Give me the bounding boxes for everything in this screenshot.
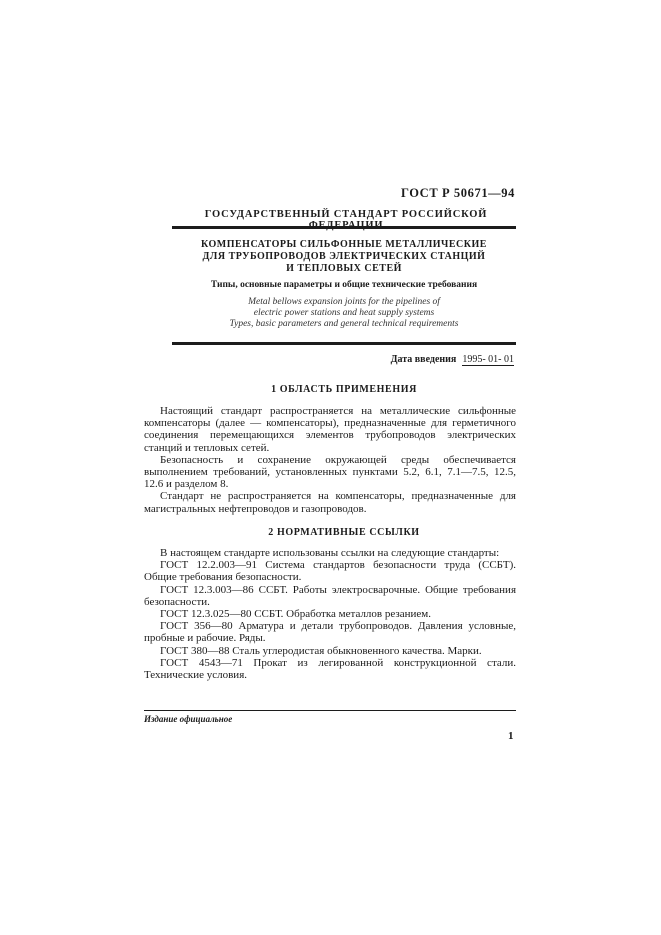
reference-item: ГОСТ 12.3.025—80 ССБТ. Обработка металлов резанием. [160,608,431,621]
effective-date-label: Дата введения [390,354,457,365]
reference-item: ГОСТ 4543—71 Прокат из легированной конструкционной стали. Технические условия. [144,656,516,682]
effective-date [391,354,514,365]
edition-note: Издание официальное [144,714,233,724]
reference-item: ГОСТ 356—80 Арматура и детали трубопроводов. Давления условные, пробные и рабочие. Ряды. [144,620,516,645]
reference-item: ГОСТ 12.3.003—86 ССБТ. Работы электросварочные. Общие требования безопасности. [144,583,516,608]
title-en-line-3: Types, basic parameters and general technical requirements [229,319,459,329]
footer-rule [144,710,516,711]
effective-date-value: 1995- 01- 01 [462,354,514,365]
page-number: 1 [508,730,514,742]
section-1-paragraph: Безопасность и сохранение окружающей среды обеспечивается выполнением требований, установленных пунктами 5.2, 6.1, 7.1—7.5, 12.5, 12.6 и разделом 8. [144,453,516,491]
section-2-intro: В настоящем стандарте использованы ссылки на следующие стандарты: [160,547,500,559]
reference-item: ГОСТ 380—88 Сталь углеродистая обыкновенного качества. Марки. [160,644,482,657]
title-en-line-1: Metal bellows expansion joints for the pipelines of [248,297,440,307]
section-1-paragraph: Стандарт не распространяется на компенсаторы, предназначенные для магистральных нефтепроводов и газопроводов. [144,490,516,515]
section-1-body [144,405,516,515]
title-rule [172,342,516,345]
reference-item: ГОСТ 12.2.003—91 Система стандартов безопасности труда (ССБТ). Общие требования безопасности. [144,559,516,584]
section-1-heading: 1 ОБЛАСТЬ ПРИМЕНЕНИЯ [271,384,417,395]
header-rule [172,226,516,229]
document-subtitle-ru: Типы, основные параметры и общие технические требования [210,280,478,290]
organization-title: ГОСУДАРСТВЕННЫЙ СТАНДАРТ РОССИЙСКОЙ [204,209,488,220]
document-title-en [172,297,516,330]
standard-number: ГОСТ Р 50671—94 [400,186,515,200]
title-ru-line-2: ДЛЯ ТРУБОПРОВОДОВ ЭЛЕКТРИЧЕСКИХ СТАНЦИЙ [202,251,486,262]
document-title-ru [172,239,516,275]
title-en-line-2: electric power stations and heat supply systems [253,308,435,318]
title-ru-line-1: КОМПЕНСАТОРЫ СИЛЬФОННЫЕ МЕТАЛЛИЧЕСКИЕ [201,239,487,250]
section-1-paragraph: Настоящий стандарт распространяется на металлические сильфонные компенсаторы (далее — компенсаторы), предназначенные для герметичного соединения перемещающихся элементов трубопроводов электрических станций и тепловых сетей. [144,405,516,454]
section-2-body [144,547,516,681]
title-ru-line-3: И ТЕПЛОВЫХ СЕТЕЙ [286,263,402,274]
section-2-heading: 2 НОРМАТИВНЫЕ ССЫЛКИ [268,527,420,538]
